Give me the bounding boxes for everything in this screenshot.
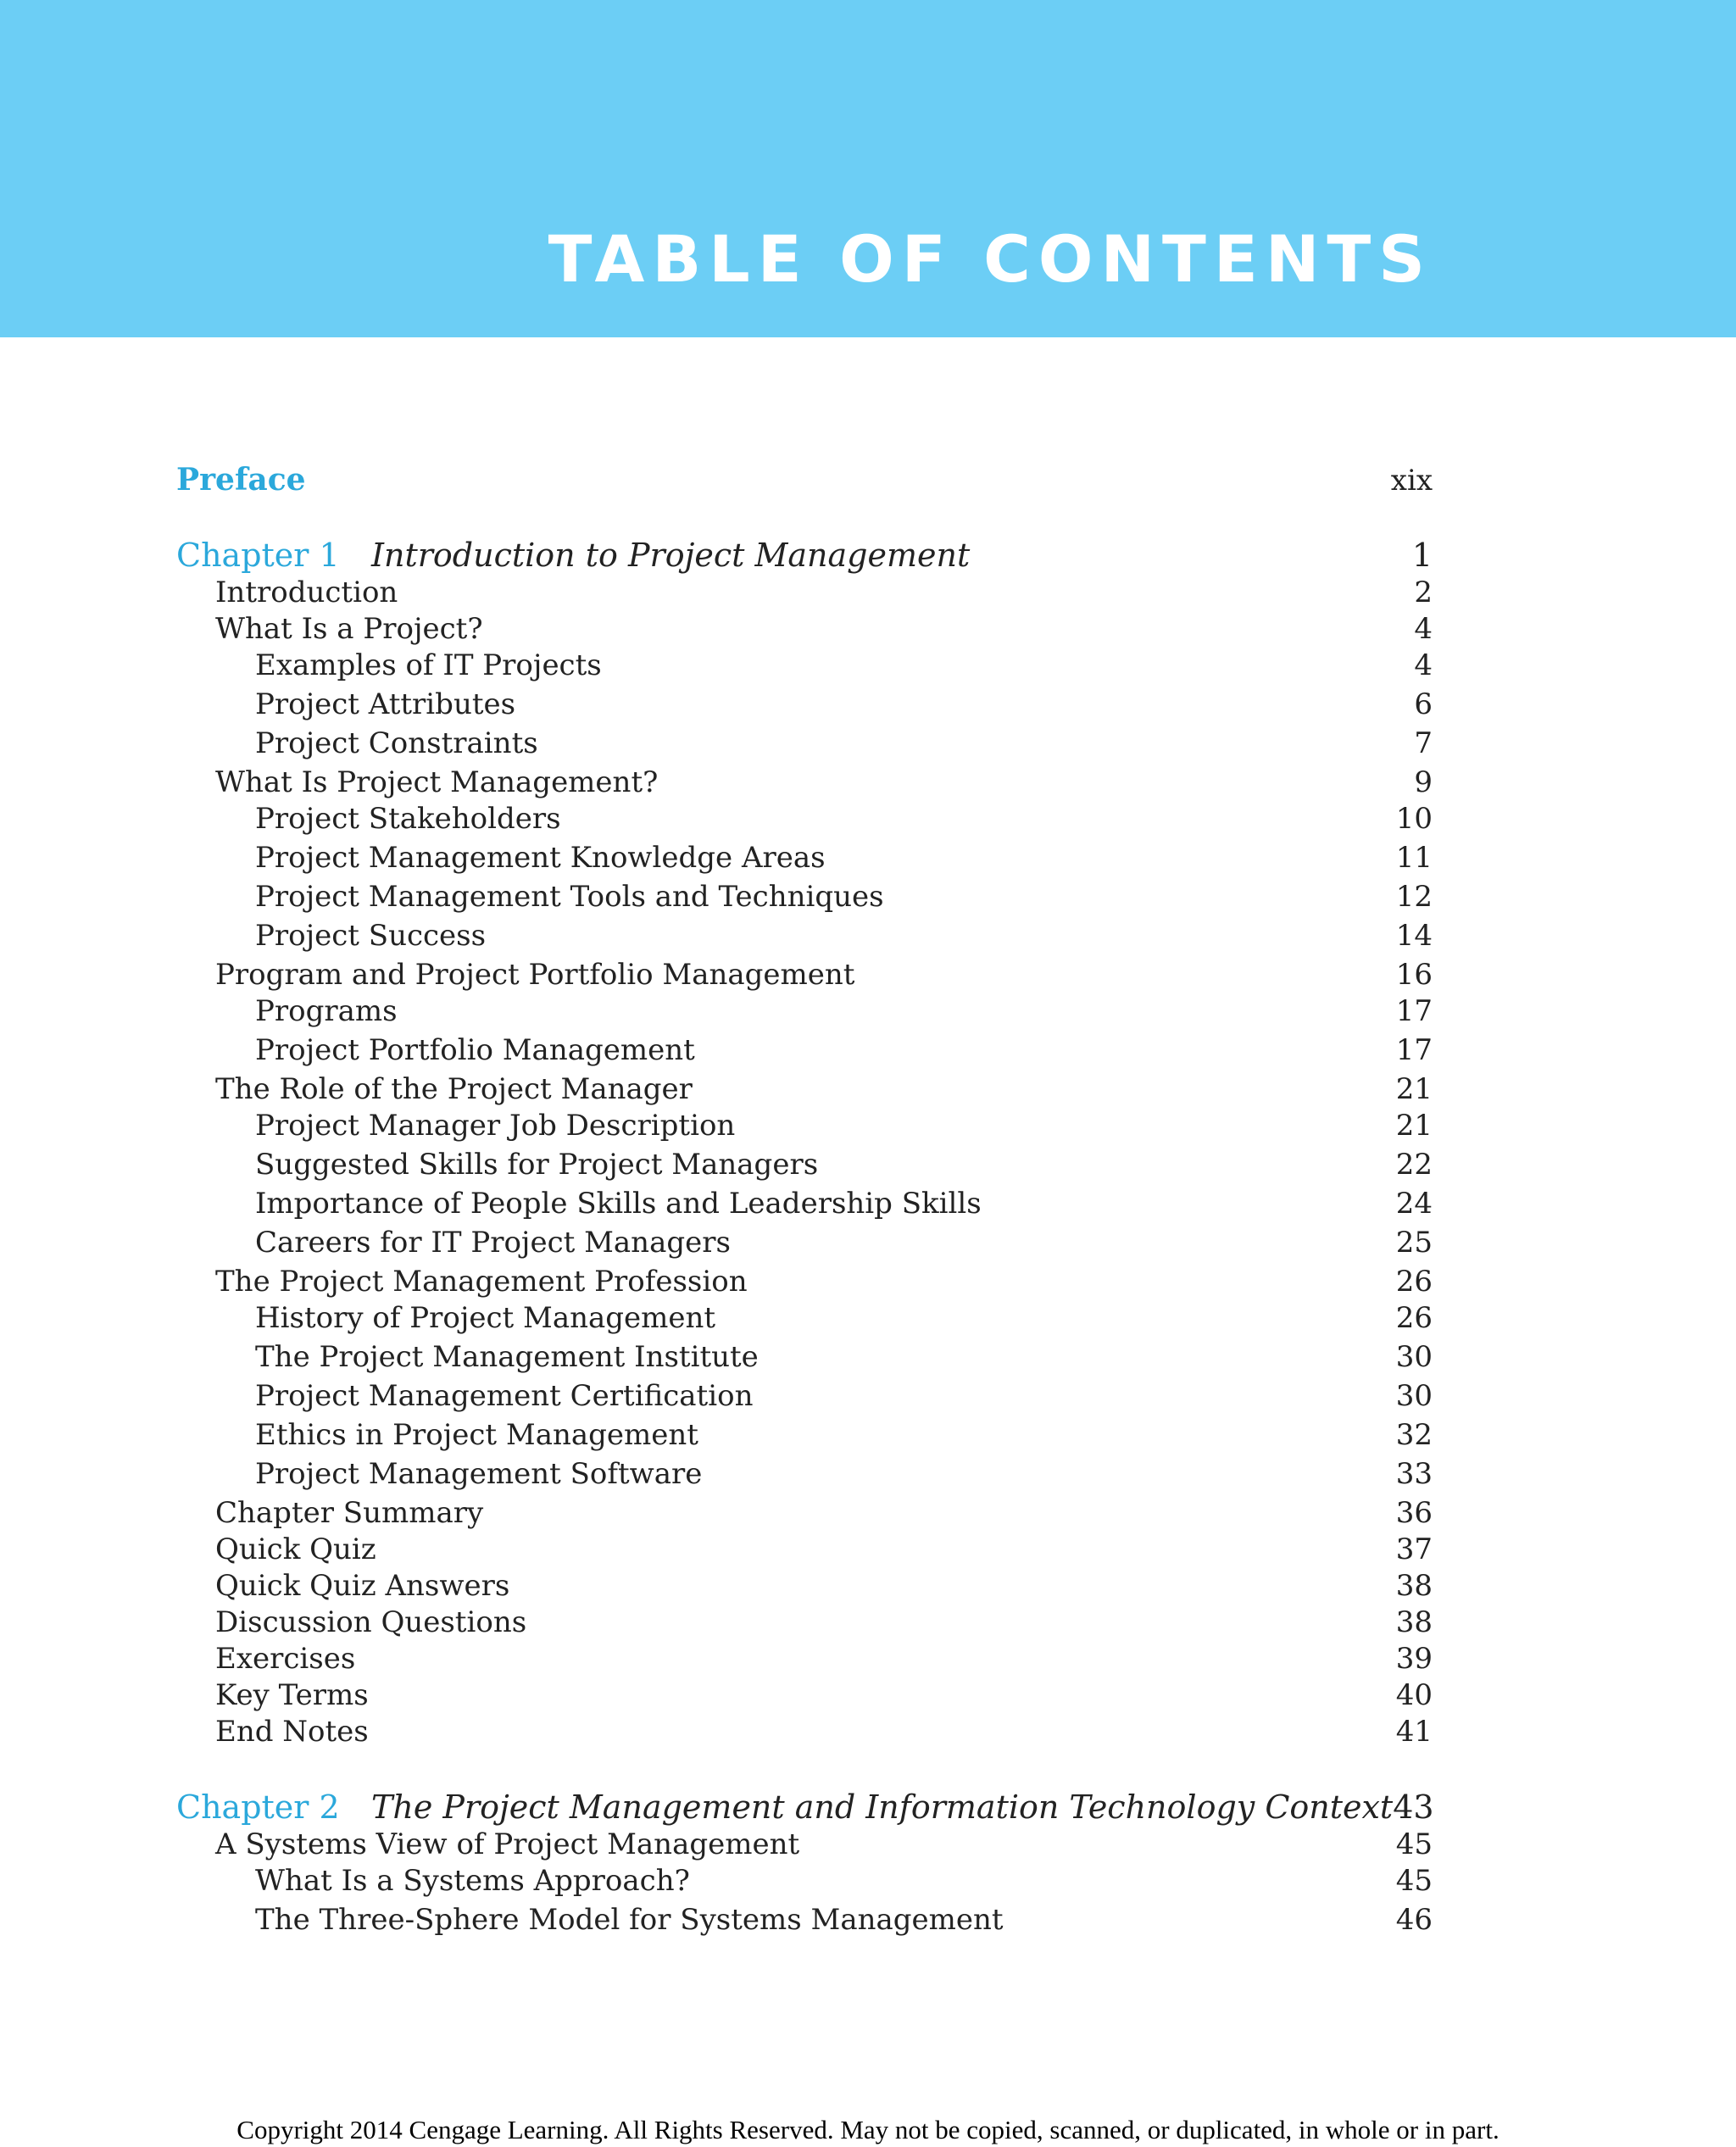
toc-entry-label: What Is a Systems Approach? xyxy=(255,1864,690,1898)
toc-entry-label: Discussion Questions xyxy=(215,1605,527,1639)
chapter-label: Chapter 2 xyxy=(176,1788,340,1826)
toc-entry[interactable] xyxy=(176,1605,1433,1642)
toc-entry-label: Project Success xyxy=(255,919,487,953)
toc-entry[interactable] xyxy=(176,1379,1433,1418)
toc-entry-page-number: 46 xyxy=(1395,1903,1433,1937)
toc-entry-page-number: 16 xyxy=(1395,958,1433,992)
toc-entry-page-number: 38 xyxy=(1395,1605,1433,1639)
toc-entry-page-number: 6 xyxy=(1414,687,1433,721)
toc-entry[interactable] xyxy=(176,1072,1433,1109)
toc-entry[interactable] xyxy=(176,1457,1433,1496)
toc-entry[interactable] xyxy=(176,612,1433,648)
toc-entry-page-number: 40 xyxy=(1395,1678,1433,1712)
toc-entry-label: Ethics in Project Management xyxy=(255,1418,698,1452)
toc-entry-page-number: 33 xyxy=(1395,1457,1433,1491)
toc-entry[interactable] xyxy=(176,1532,1433,1569)
toc-entry[interactable] xyxy=(176,994,1433,1033)
toc-entry[interactable] xyxy=(176,648,1433,687)
toc-entry-page-number: 30 xyxy=(1395,1340,1433,1374)
toc-entry[interactable] xyxy=(176,1226,1433,1265)
toc-entry-label: The Project Management Profession xyxy=(215,1265,748,1299)
toc-entry-page-number: 10 xyxy=(1395,802,1433,836)
toc-entry-label: Exercises xyxy=(215,1642,356,1676)
chapter-heading-left xyxy=(176,537,970,574)
toc-entry[interactable] xyxy=(176,687,1433,726)
chapter-label: Chapter 1 xyxy=(176,537,340,574)
toc-entry-label: History of Project Management xyxy=(255,1301,716,1335)
toc-entry-page-number: 17 xyxy=(1395,994,1433,1028)
toc-preface-row[interactable] xyxy=(176,462,1433,531)
toc-entry[interactable] xyxy=(176,1715,1433,1751)
toc-entry[interactable] xyxy=(176,1678,1433,1715)
toc-entry[interactable] xyxy=(176,1496,1433,1532)
toc-entry[interactable] xyxy=(176,1109,1433,1148)
chapter-section xyxy=(176,1788,1433,1942)
toc-entry-page-number: 26 xyxy=(1395,1265,1433,1299)
toc-entry-page-number: 30 xyxy=(1395,1379,1433,1413)
toc-entry-page-number: 32 xyxy=(1395,1418,1433,1452)
toc-entry-page-number: 22 xyxy=(1395,1148,1433,1182)
toc-entry-label: A Systems View of Project Management xyxy=(215,1827,800,1861)
toc-entry[interactable] xyxy=(176,880,1433,919)
toc-entry-label: Project Portfolio Management xyxy=(255,1033,695,1067)
chapter-heading-row[interactable] xyxy=(176,1788,1433,1827)
toc-entry-label: Programs xyxy=(255,994,398,1028)
toc-entry[interactable] xyxy=(176,958,1433,994)
toc-entry[interactable] xyxy=(176,1864,1433,1903)
toc-entry[interactable] xyxy=(176,1148,1433,1187)
toc-entry-page-number: 26 xyxy=(1395,1301,1433,1335)
toc-entry-label: Quick Quiz Answers xyxy=(215,1569,510,1603)
toc-entry-label: Project Management Tools and Techniques xyxy=(255,880,884,914)
toc-entry-label: Chapter Summary xyxy=(215,1496,484,1530)
toc-entry-page-number: 9 xyxy=(1414,765,1433,799)
toc-entry-page-number: 2 xyxy=(1414,576,1433,609)
toc-entry-page-number: 39 xyxy=(1395,1642,1433,1676)
toc-entry[interactable] xyxy=(176,919,1433,958)
toc-entry[interactable] xyxy=(176,1903,1433,1942)
toc-entry-page-number: 24 xyxy=(1395,1187,1433,1221)
toc-entry[interactable] xyxy=(176,726,1433,765)
toc-entry-page-number: 21 xyxy=(1395,1109,1433,1143)
toc-entry[interactable] xyxy=(176,1569,1433,1605)
toc-entry[interactable] xyxy=(176,1418,1433,1457)
chapter-title: Introduction to Project Management xyxy=(371,537,971,574)
toc-entry-label: What Is a Project? xyxy=(215,612,483,646)
toc-entry-label: Project Management Software xyxy=(255,1457,703,1491)
toc-entry-page-number: 45 xyxy=(1395,1827,1433,1861)
toc-entry[interactable] xyxy=(176,765,1433,802)
chapter-heading-row[interactable] xyxy=(176,537,1433,576)
page-title: TABLE OF CONTENTS xyxy=(548,221,1433,297)
toc-entry-label: Key Terms xyxy=(215,1678,369,1712)
toc-entry-page-number: 7 xyxy=(1414,726,1433,760)
toc-entry-label: The Three-Sphere Model for Systems Management xyxy=(255,1903,1004,1937)
toc-entry-page-number: 37 xyxy=(1395,1532,1433,1566)
toc-entry-label: Project Constraints xyxy=(255,726,538,760)
toc-entry-label: Project Attributes xyxy=(255,687,516,721)
toc-entry-page-number: 21 xyxy=(1395,1072,1433,1106)
toc-entry-page-number: 41 xyxy=(1395,1715,1433,1749)
toc-entry-label: End Notes xyxy=(215,1715,369,1749)
toc-entry-label: Suggested Skills for Project Managers xyxy=(255,1148,819,1182)
chapter-page-number: 1 xyxy=(1411,537,1433,574)
toc-entry-label: Project Management Certification xyxy=(255,1379,754,1413)
toc-entry-label: Project Management Knowledge Areas xyxy=(255,841,826,875)
toc-entry-label: Project Manager Job Description xyxy=(255,1109,736,1143)
toc-entry-page-number: 4 xyxy=(1414,612,1433,646)
toc-entry-label: Careers for IT Project Managers xyxy=(255,1226,731,1260)
toc-entry-page-number: 11 xyxy=(1395,841,1433,875)
chapter-section xyxy=(176,537,1433,1751)
toc-entry-label: Importance of People Skills and Leadership Skills xyxy=(255,1187,982,1221)
toc-entry-label: Program and Project Portfolio Management xyxy=(215,958,855,992)
toc-entry-page-number: 36 xyxy=(1395,1496,1433,1530)
toc-entry[interactable] xyxy=(176,1340,1433,1379)
toc-entry-label: What Is Project Management? xyxy=(215,765,659,799)
toc-entry-page-number: 38 xyxy=(1395,1569,1433,1603)
toc-entry-page-number: 17 xyxy=(1395,1033,1433,1067)
table-of-contents xyxy=(176,462,1433,1979)
toc-entry-page-number: 25 xyxy=(1395,1226,1433,1260)
toc-entry[interactable] xyxy=(176,1827,1433,1864)
toc-entry-label: Quick Quiz xyxy=(215,1532,376,1566)
toc-entry-page-number: 12 xyxy=(1395,880,1433,914)
toc-entry-label: The Role of the Project Manager xyxy=(215,1072,693,1106)
toc-entry[interactable] xyxy=(176,802,1433,841)
toc-entry[interactable] xyxy=(176,841,1433,880)
preface-label: Preface xyxy=(176,462,306,498)
toc-entry[interactable] xyxy=(176,1642,1433,1678)
toc-entry[interactable] xyxy=(176,1265,1433,1301)
header-banner xyxy=(0,0,1736,337)
preface-page-number: xix xyxy=(1390,464,1433,498)
toc-entry[interactable] xyxy=(176,576,1433,612)
toc-entry-label: The Project Management Institute xyxy=(255,1340,759,1374)
chapter-entries xyxy=(176,1827,1433,1942)
chapter-page-number: 43 xyxy=(1393,1788,1434,1826)
toc-entry-page-number: 45 xyxy=(1395,1864,1433,1898)
toc-entry[interactable] xyxy=(176,1301,1433,1340)
chapter-heading-left xyxy=(176,1788,1393,1826)
toc-entry-label: Examples of IT Projects xyxy=(255,648,602,682)
toc-entry[interactable] xyxy=(176,1033,1433,1072)
copyright-footer: Copyright 2014 Cengage Learning. All Rights Reserved. May not be copied, scanned, or duplicated, in whole or in part. xyxy=(236,2115,1500,2144)
toc-entry-page-number: 14 xyxy=(1395,919,1433,953)
toc-entry-label: Project Stakeholders xyxy=(255,802,561,836)
chapter-title: The Project Management and Information Technology Context xyxy=(371,1788,1394,1826)
toc-entry-page-number: 4 xyxy=(1414,648,1433,682)
toc-entry-label: Introduction xyxy=(215,576,398,609)
chapter-entries xyxy=(176,576,1433,1751)
toc-entry[interactable] xyxy=(176,1187,1433,1226)
